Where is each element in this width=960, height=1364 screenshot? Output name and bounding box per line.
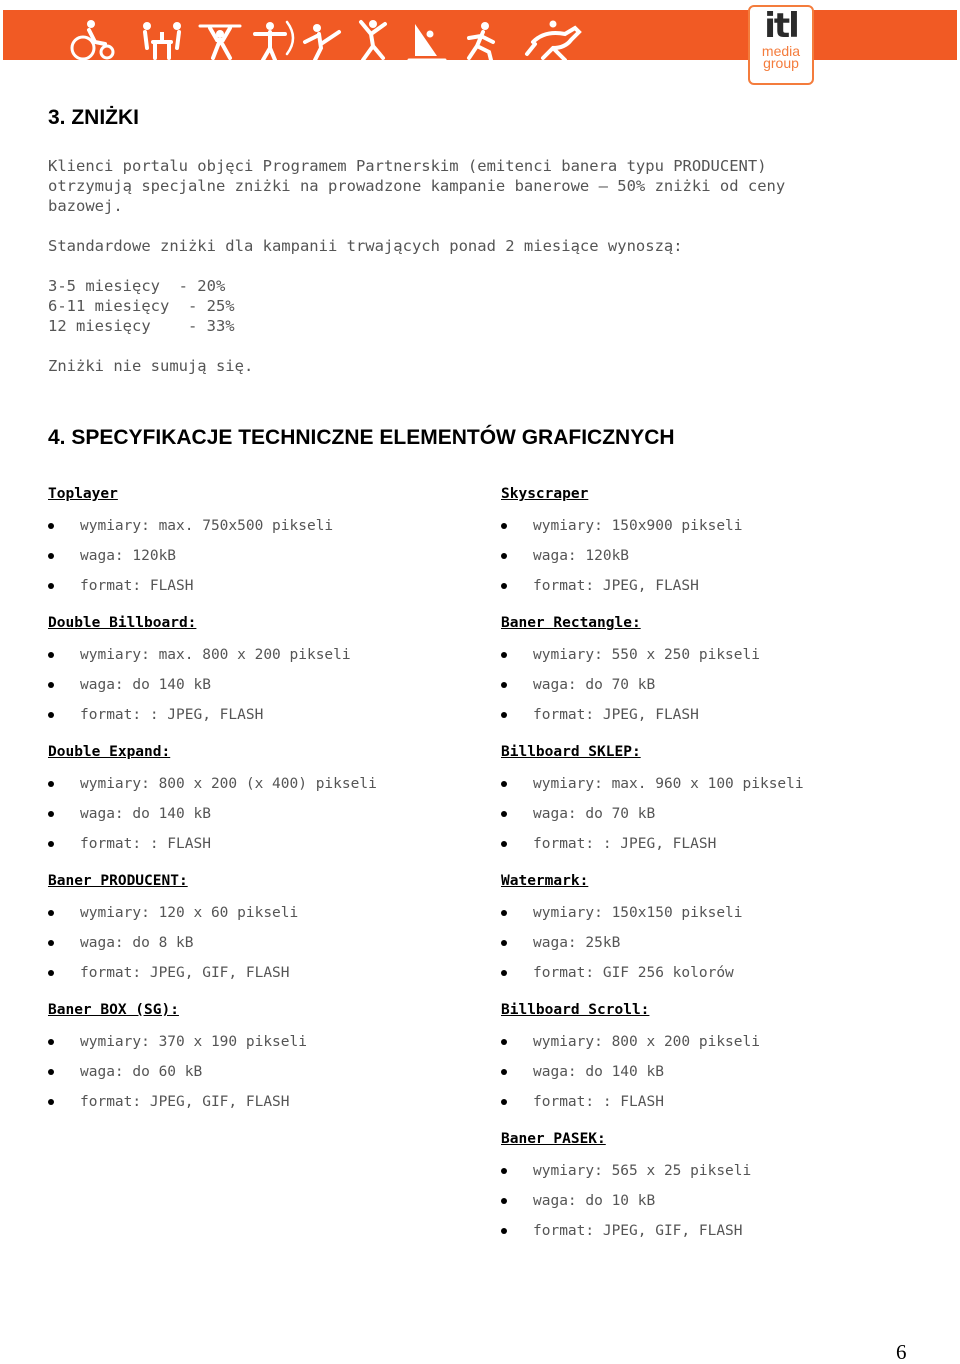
bullet-icon bbox=[501, 1069, 507, 1075]
spec-item: format: : FLASH bbox=[48, 834, 488, 864]
spec-title: Double Billboard: bbox=[48, 615, 197, 631]
bullet-icon bbox=[48, 523, 54, 529]
standard-discounts-line: Standardowe zniżki dla kampanii trwających ponad 2 miesiące wynoszą: bbox=[48, 237, 683, 255]
bullet-icon bbox=[501, 1198, 507, 1204]
spec-item: waga: 25kB bbox=[501, 933, 941, 963]
spec-item: format: JPEG, GIF, FLASH bbox=[501, 1221, 941, 1251]
spec-title: Billboard SKLEP: bbox=[501, 744, 641, 760]
wheelchair-athlete-icon bbox=[72, 20, 113, 59]
itl-media-group-logo: itl media group bbox=[748, 5, 814, 85]
spec-item: wymiary: 120 x 60 pikseli bbox=[48, 903, 488, 933]
spec-block bbox=[501, 1001, 941, 1130]
spec-block bbox=[48, 1001, 488, 1130]
spec-item: waga: do 70 kB bbox=[501, 804, 941, 834]
bullet-icon bbox=[501, 841, 507, 847]
spec-item: waga: 120kB bbox=[501, 546, 941, 576]
spec-title: Double Expand: bbox=[48, 744, 171, 760]
spec-title: Billboard Scroll: bbox=[501, 1002, 650, 1018]
bullet-icon bbox=[48, 682, 54, 688]
discount-row: 3-5 miesięcy - 20% bbox=[48, 277, 226, 295]
intro-line-1: Klienci portalu objęci Programem Partnerskim (emitenci banera typu PRODUCENT) bbox=[48, 157, 767, 175]
section-3-heading: 3. ZNIŻKI bbox=[48, 106, 140, 129]
spec-item: wymiary: max. 800 x 200 pikseli bbox=[48, 645, 488, 675]
spec-item: format: : FLASH bbox=[501, 1092, 941, 1122]
spec-item: wymiary: max. 750x500 pikseli bbox=[48, 516, 488, 546]
spec-block bbox=[501, 485, 941, 614]
spec-item: format: JPEG, GIF, FLASH bbox=[48, 963, 488, 993]
section-4-heading: 4. SPECYFIKACJE TECHNICZNE ELEMENTÓW GRAFICZNYCH bbox=[48, 426, 675, 449]
spec-item: waga: do 60 kB bbox=[48, 1062, 488, 1092]
spec-title: Baner PASEK: bbox=[501, 1131, 606, 1147]
spec-item: waga: do 70 kB bbox=[501, 675, 941, 705]
bullet-icon bbox=[501, 1168, 507, 1174]
bullet-icon bbox=[501, 712, 507, 718]
archer-icon bbox=[255, 22, 293, 60]
bullet-icon bbox=[48, 970, 54, 976]
sport-icons-strip bbox=[65, 18, 605, 64]
bullet-icon bbox=[48, 553, 54, 559]
discounts-note: Zniżki nie sumują się. bbox=[48, 357, 254, 375]
intro-line-2: otrzymują specjalne zniżki na prowadzone kampanie banerowe – 50% zniżki od ceny bbox=[48, 177, 786, 195]
page-number: 6 bbox=[896, 1340, 907, 1364]
spec-item: waga: do 8 kB bbox=[48, 933, 488, 963]
equestrian-icon bbox=[527, 21, 579, 61]
spec-block bbox=[501, 1130, 941, 1259]
bullet-icon bbox=[48, 652, 54, 658]
spec-item: wymiary: 800 x 200 pikseli bbox=[501, 1032, 941, 1062]
spec-title: Watermark: bbox=[501, 873, 589, 889]
bullet-icon bbox=[48, 583, 54, 589]
weightlifter-icon bbox=[200, 26, 240, 58]
bullet-icon bbox=[48, 1039, 54, 1045]
spec-block bbox=[48, 485, 488, 614]
bullet-icon bbox=[501, 682, 507, 688]
spec-item: wymiary: 800 x 200 (x 400) pikseli bbox=[48, 774, 488, 804]
spec-item: wymiary: 150x900 pikseli bbox=[501, 516, 941, 546]
bullet-icon bbox=[501, 652, 507, 658]
spec-block bbox=[501, 614, 941, 743]
spec-column-left bbox=[48, 485, 488, 1130]
bullet-icon bbox=[48, 781, 54, 787]
spec-item: wymiary: max. 960 x 100 pikseli bbox=[501, 774, 941, 804]
spec-item: format: JPEG, FLASH bbox=[501, 576, 941, 606]
discount-row: 12 miesięcy - 33% bbox=[48, 317, 235, 335]
bullet-icon bbox=[48, 712, 54, 718]
spec-item: format: GIF 256 kolorów bbox=[501, 963, 941, 993]
discount-row: 6-11 miesięcy - 25% bbox=[48, 297, 235, 315]
karate-kick-icon bbox=[305, 24, 339, 60]
bullet-icon bbox=[501, 910, 507, 916]
gymnast-icon bbox=[361, 20, 385, 60]
spec-column-right bbox=[501, 485, 941, 1259]
spec-title: Baner BOX (SG): bbox=[48, 1002, 179, 1018]
bullet-icon bbox=[48, 811, 54, 817]
spec-item: wymiary: 370 x 190 pikseli bbox=[48, 1032, 488, 1062]
spec-title: Baner PRODUCENT: bbox=[48, 873, 188, 889]
spec-block bbox=[501, 743, 941, 872]
spec-item: waga: 120kB bbox=[48, 546, 488, 576]
bullet-icon bbox=[501, 1099, 507, 1105]
spec-block bbox=[48, 743, 488, 872]
spec-block bbox=[48, 872, 488, 1001]
bullet-icon bbox=[48, 1069, 54, 1075]
spec-item: format: JPEG, FLASH bbox=[501, 705, 941, 735]
spec-item: waga: do 140 kB bbox=[48, 675, 488, 705]
bullet-icon bbox=[48, 940, 54, 946]
bullet-icon bbox=[48, 910, 54, 916]
spec-item: waga: do 10 kB bbox=[501, 1191, 941, 1221]
spec-item: wymiary: 565 x 25 pikseli bbox=[501, 1161, 941, 1191]
spec-title: Skyscraper bbox=[501, 486, 589, 502]
sailing-icon bbox=[409, 24, 445, 60]
spec-item: waga: do 140 kB bbox=[48, 804, 488, 834]
bullet-icon bbox=[501, 553, 507, 559]
bullet-icon bbox=[48, 841, 54, 847]
spec-item: format: JPEG, GIF, FLASH bbox=[48, 1092, 488, 1122]
bullet-icon bbox=[501, 970, 507, 976]
bullet-icon bbox=[48, 1099, 54, 1105]
spec-item: wymiary: 550 x 250 pikseli bbox=[501, 645, 941, 675]
runner-icon bbox=[469, 22, 493, 60]
spec-block bbox=[48, 614, 488, 743]
spec-item: waga: do 140 kB bbox=[501, 1062, 941, 1092]
spec-item: format: : JPEG, FLASH bbox=[48, 705, 488, 735]
spec-block bbox=[501, 872, 941, 1001]
spec-title: Toplayer bbox=[48, 486, 118, 502]
intro-line-3: bazowej. bbox=[48, 197, 123, 215]
spec-item: wymiary: 150x150 pikseli bbox=[501, 903, 941, 933]
bullet-icon bbox=[501, 1039, 507, 1045]
bullet-icon bbox=[501, 1228, 507, 1234]
bullet-icon bbox=[501, 811, 507, 817]
spec-title: Baner Rectangle: bbox=[501, 615, 641, 631]
bullet-icon bbox=[501, 523, 507, 529]
spec-item: format: : JPEG, FLASH bbox=[501, 834, 941, 864]
bullet-icon bbox=[501, 583, 507, 589]
bullet-icon bbox=[501, 781, 507, 787]
chess-players-icon bbox=[143, 22, 181, 58]
bullet-icon bbox=[501, 940, 507, 946]
spec-item: format: FLASH bbox=[48, 576, 488, 606]
